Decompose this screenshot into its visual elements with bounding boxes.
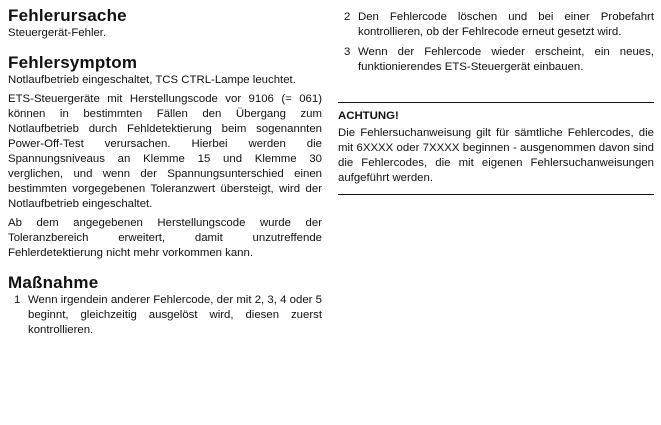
step-text: Wenn irgendein anderer Fehlercode, der mit 2, 3, 4 oder 5 beginnt, gleichzeitig ausgelöst wird, diesen zuerst kontrollieren.	[28, 294, 322, 336]
symptom-text-3: Ab dem angegebenen Herstellungscode wurde der Toleranzbereich erweitert, damit unzutreffende Fehlerdetektierung nicht mehr vorkommen kann.	[8, 217, 322, 259]
step-number: 1	[14, 294, 21, 306]
warning-title: ACHTUNG!	[338, 110, 399, 122]
cause-heading: Fehlerursache	[8, 6, 127, 25]
step-text: Den Fehlercode löschen und bei einer Probefahrt kontrollieren, ob der Fehlrecode erneut gesetzt wird.	[358, 11, 654, 38]
step-text: Wenn der Fehlercode wieder erscheint, ein neues, funktionierendes ETS-Steuergerät einbauen.	[358, 46, 654, 73]
symptom-heading: Fehlersymptom	[8, 53, 138, 72]
list-item	[338, 10, 654, 40]
step-number: 2	[344, 11, 351, 23]
list-item	[8, 293, 322, 338]
measure-steps-list	[8, 293, 322, 338]
step-number: 3	[344, 46, 351, 58]
measure-heading: Maßnahme	[8, 273, 99, 292]
list-item	[338, 45, 654, 75]
right-column	[338, 6, 654, 195]
symptom-text-1: Notlaufbetrieb eingeschaltet, TCS CTRL-Lampe leuchtet.	[8, 74, 296, 86]
cause-text: Steuergerät-Fehler.	[8, 27, 107, 39]
symptom-text-2: ETS-Steuergeräte mit Herstellungscode vor 9106 (= 061) können in bestimmten Fällen den Übergang zum Notlaufbetrieb durch Fehldetektierung beim sogenannten Power-Off-Test verursachen. Hierbei werden die Spannungsniveaus an Klemme 15 und Klemme 30 verglichen, und wenn der Spannungsunterschied einen bestimmten vorgegebenen Toleranzwert übersteigt, wird der Notlaufbetrieb eingeschaltet.	[8, 93, 322, 210]
measure-steps-list-continued	[338, 10, 654, 75]
left-column	[8, 6, 322, 343]
warning-text: Die Fehlersuchanweisung gilt für sämtliche Fehlercodes, die mit 6XXXX oder 7XXXX beginnen - ausgenommen davon sind die Fehlercodes, die mit eigenen Fehlersuchanweisungen aufgeführt werden.	[338, 127, 654, 184]
warning-top-rule	[338, 102, 654, 103]
warning-bottom-rule	[338, 194, 654, 195]
